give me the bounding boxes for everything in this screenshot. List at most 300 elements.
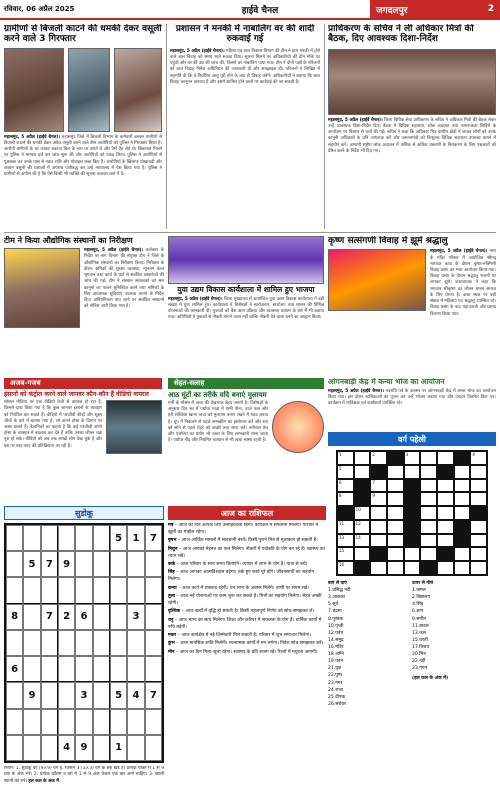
crossword-cell[interactable] (470, 479, 487, 493)
sudoku-cell[interactable]: 2 (58, 604, 75, 630)
crossword-block (404, 492, 421, 506)
horoscope-text: आज नई योजनाओं पर काम शुरू कर सकते हैं। मित्रों का सहयोग मिलेगा। सेहत अच्छी रहेगी। (168, 594, 322, 606)
horoscope-separator: – (173, 617, 179, 623)
crossword-cell[interactable] (437, 534, 454, 548)
crossword-clue: 23.गगन (412, 666, 428, 672)
story-body: महासमुंद, 5 अप्रैल (हाईवे चैनल)। नवरात्रि पर्व के अवसर पर आंगनबाड़ी केंद्र में कन्या भोज का आयोजन किया गया। इस दौरान बालिकाओं का पूजन कर उन्हें भोजन कराया गया और उपहार वितरित किए गए। कार्यक्रम में पर्यवेक्षक एवं कार्यकर्ता उपस्थित रहे। (328, 388, 496, 407)
crossword-cell-number: 14 (355, 534, 361, 540)
workshop-photo (168, 236, 324, 284)
page-number: 2 (487, 4, 494, 14)
news-photo-accused (68, 48, 110, 132)
crossword-cell-number: 5 (339, 465, 342, 471)
story-body: महासमुंद, 5 अप्रैल (हाईवे चैनल)। जिला मुख्यालय में आयोजित युवा उद्यम विकास कार्यशाला में बड़ी संख्या में युवा शामिल हुए। कार्यशाला में विशेषज्ञों ने स्वरोजगार, स्टार्टअप तथा शासन की विभिन्न योजनाओं की जानकारी दी। युवाओं को बैंक ऋण प्रक्रिया और व्यवसाय प्रबंधन के बारे में भी बताया गया। अतिथियों ने युवाओं से नौकरी मांगने वाला नहीं बल्कि नौकरी देने वाला बनने का आह्वान किया। (168, 296, 324, 321)
crossword-block (470, 506, 487, 520)
crossword-cell[interactable] (337, 561, 354, 575)
crossword-cell[interactable] (370, 451, 387, 465)
crossword-block (437, 547, 454, 561)
horoscope-text: आज आर्थिक मामलों में सावधानी बरतें। किसी पुराने मित्र से मुलाकात हो सकती है। (181, 538, 318, 544)
crossword-cell[interactable] (470, 561, 487, 575)
sudoku-cell[interactable] (23, 630, 40, 656)
sudoku-title: सुडोकू (4, 506, 164, 520)
sudoku-cell[interactable]: 4 (127, 682, 144, 708)
crossword-block (437, 465, 454, 479)
horoscope-separator: – (175, 561, 181, 567)
zodiac-sign: धनु (168, 617, 174, 623)
crossword-clue: 17.विजय (412, 644, 430, 650)
section-divider (4, 232, 496, 233)
sudoku-cell[interactable] (58, 630, 75, 656)
sudoku-cell[interactable] (93, 682, 110, 708)
crossword-cell[interactable] (437, 561, 454, 575)
horoscope-text: आज मानसिक शांति मिलेगी। रचनात्मक कार्यों में मन लगेगा। निवेश सोच-समझकर करें। (179, 641, 324, 647)
crossword-clue: 15.धरती (412, 637, 428, 643)
sudoku-cell[interactable] (145, 656, 162, 682)
crossword-cell[interactable] (404, 451, 421, 465)
crossword-across-clues (328, 580, 408, 802)
sudoku-cell[interactable] (110, 604, 127, 630)
sudoku-cell[interactable] (41, 656, 58, 682)
crossword-clue: 1.प्रसिद्ध नदी (328, 588, 351, 594)
horoscope-text: आज आपको मेहनत का फल मिलेगा। नौकरी में पदोन्नति के योग बन रहे हैं। स्वास्थ्य का ध्यान रखें। (168, 546, 325, 559)
crossword-cell-number: 2 (372, 452, 375, 457)
column-divider (324, 24, 325, 229)
down-title: ऊपर से नीचे (412, 581, 434, 586)
sudoku-cell[interactable] (23, 604, 40, 630)
crossword-cell[interactable] (370, 479, 387, 493)
across-title: बाएं से दाएं (328, 581, 347, 586)
zodiac-sign: वृश्चिक (168, 609, 181, 615)
story-body: गर्मी के मौसम में त्वचा की देखभाल बेहद जरूरी है। विशेषज्ञों के अनुसार दिन भर में पर्याप्त मात्रा में पानी पीना, ताजे फल और हरी सब्जियां खाना त्वचा को मुलायम बनाए रखने में मदद करता है। धूप में निकलने से पहले सनस्क्रीन का इस्तेमाल करें और रात को सोने से पहले चेहरे को अच्छी तरह साफ करें। नारियल तेल और एलोवेरा का प्रयोग भी त्वचा के लिए लाभकारी माना जाता है। पर्याप्त नींद और नियमित व्यायाम से भी त्वचा स्वस्थ रहती है। (168, 401, 268, 444)
crossword-note: (हल कल के अंक में) (412, 676, 449, 682)
horoscope-list (168, 523, 326, 801)
crossword-cell[interactable] (337, 479, 354, 493)
story-body: महासमुंद, 5 अप्रैल (हाईवे चैनल)। जिला विधिक सेवा प्राधिकरण के सचिव ने अधिकार मित्रों की बैठक लेकर उन्हें आवश्यक दिशा-निर्देश दिए। बैठक में विधिक सहायता, लोक अदालत तथा जागरूकता शिविरों के आयोजन पर विस्तार से चर्चा की गई। सचिव ने कहा कि अधिकार मित्र ग्रामीण क्षेत्रों में जाकर लोगों को उनके कानूनी अधिकारों के प्रति जागरूक करें और जरूरतमंदों को निःशुल्क विधिक सहायता उपलब्ध कराने में सहयोग करें। आगामी राष्ट्रीय लोक अदालत में अधिक से अधिक प्रकरणों के निराकरण के लिए पक्षकारों को प्रेरित करने के निर्देश भी दिए गए। (328, 117, 496, 154)
crossword-cell[interactable] (454, 479, 471, 493)
crossword-cell[interactable] (404, 547, 421, 561)
crossword-cell-number: 1 (339, 452, 342, 457)
crossword-cell[interactable] (470, 465, 487, 479)
crossword-clue: 22.पुष्प (328, 673, 343, 679)
edition-date: रविवार, 06 अप्रैल 2025 (4, 4, 75, 13)
sudoku-instructions: नियम: 1. सुडोकू को (9×9) वर्ग है, जिसमें 3 (3×3) वर्ग के छह खंड हैं। प्रत्येक पंक्ति में 1 से 9 तक के अंक भरें। 2. प्रत्येक कॉलम व वर्ग में 1 से 9 अंक केवल एक बार आने चाहिए। 3. खाली स्थानों को भरें। हल कल के अंक में (4, 766, 164, 784)
crossword-cell[interactable] (420, 465, 437, 479)
sudoku-cell[interactable]: 9 (23, 682, 40, 708)
sudoku-cell[interactable] (41, 735, 58, 761)
crossword-cell[interactable] (404, 465, 421, 479)
horoscope-item (168, 618, 326, 632)
horoscope-item (168, 538, 326, 545)
crossword-block (454, 534, 471, 548)
sudoku-cell[interactable] (6, 682, 23, 708)
sudoku-cell[interactable] (75, 630, 92, 656)
sudoku-cell[interactable] (75, 551, 92, 577)
paper-name: हाईवे चैनल (241, 5, 279, 16)
crossword-clue: 10.पृथ्वी (328, 623, 344, 629)
crossword-cell-number: 6 (339, 479, 342, 485)
crossword-cell[interactable] (354, 451, 371, 465)
crossword-cell[interactable] (404, 561, 421, 575)
crossword-cell-number: 4 (472, 452, 475, 457)
horoscope-separator: – (176, 632, 182, 638)
crossword-cell[interactable] (387, 465, 404, 479)
crossword-clue: 1.कमल (412, 588, 426, 594)
crossword-cell-number: 16 (339, 562, 345, 568)
crossword-cell[interactable] (370, 492, 387, 506)
horoscope-text: आज कार्य में व्यस्तता रहेगी। धन लाभ के अवसर मिलेंगे। वाणी पर संयम रखें। (181, 585, 309, 591)
sudoku-cell[interactable] (6, 551, 23, 577)
crossword-cell[interactable] (354, 465, 371, 479)
horoscope-title: आज का राशिफल (168, 506, 326, 520)
horoscope-text: आज खर्चों में वृद्धि हो सकती है। किसी महत्वपूर्ण निर्णय को सोच-समझकर लें। (185, 609, 315, 615)
crossword-cell[interactable] (337, 451, 354, 465)
sudoku-cell[interactable] (23, 709, 40, 735)
horoscope-item (168, 562, 326, 569)
sudoku-answer-note: हल कल के अंक में (28, 778, 59, 784)
sudoku-cell[interactable] (58, 525, 75, 551)
crossword-cell-number: 10 (355, 507, 361, 513)
crossword-cell[interactable] (370, 520, 387, 534)
crossword-cell[interactable] (454, 492, 471, 506)
story-kanya-bhoj (328, 378, 496, 428)
crossword-block (454, 520, 471, 534)
crossword-cell[interactable] (387, 561, 404, 575)
sudoku-cell[interactable] (6, 525, 23, 551)
sudoku-cell[interactable] (58, 656, 75, 682)
crossword-cell[interactable] (420, 520, 437, 534)
sudoku-cell[interactable] (93, 630, 110, 656)
story-headline: कृष्ण सत्संगणी विवाह में झूमे श्रद्धालु (328, 236, 448, 246)
sudoku-cell[interactable] (145, 735, 162, 761)
sudoku-cell[interactable] (110, 630, 127, 656)
sudoku-cell[interactable]: 9 (75, 735, 92, 761)
sudoku-cell[interactable] (58, 709, 75, 735)
sudoku-cell[interactable] (110, 656, 127, 682)
crossword-title: वर्ग पहेली (328, 432, 496, 446)
crossword-cell[interactable] (354, 534, 371, 548)
crossword-cell-number: 7 (372, 479, 375, 485)
crossword-cell[interactable] (454, 465, 471, 479)
city-name: जगदलपुर (376, 5, 408, 16)
sudoku-cell[interactable]: 7 (41, 551, 58, 577)
page-header (0, 0, 500, 20)
crossword-block (420, 561, 437, 575)
sudoku-cell[interactable] (41, 709, 58, 735)
crossword-cell[interactable] (354, 547, 371, 561)
horoscope-item (168, 609, 326, 616)
sudoku-cell[interactable] (110, 709, 127, 735)
horoscope-text: आज आपका आत्मविश्वास बढ़ेगा। रुके हुए कार्य पूरे होंगे। जीवनसाथी का सहयोग मिलेगा। (168, 570, 315, 583)
story-headline: प्राधिकरण के सचिव ने ली अधिकार मित्रों की बैठक, दिए आवश्यक दिशा-निर्देश (328, 24, 474, 45)
horoscope-item (168, 650, 326, 657)
sudoku-cell[interactable] (23, 735, 40, 761)
sudoku-cell[interactable]: 5 (23, 551, 40, 577)
crossword-cell[interactable] (337, 492, 354, 506)
horoscope-separator: – (173, 523, 179, 528)
sudoku-cell[interactable]: 7 (145, 525, 162, 551)
crossword-cell[interactable] (387, 547, 404, 561)
crossword-clue: 6.ज्ञान (412, 609, 424, 615)
horoscope-text: आज का दिन आपके लिए उत्साहवर्धक रहेगा। कार्यक्षेत्र में सफलता मिलेगी। परिवार में खुशी का माहौल रहेगा। (168, 523, 319, 535)
crossword-clue: 13.जल (412, 630, 426, 636)
zodiac-sign: मकर (168, 632, 177, 638)
sudoku-cell[interactable]: 6 (6, 656, 23, 682)
crossword-cell[interactable] (370, 506, 387, 520)
crossword-cell-number: 9 (372, 493, 375, 499)
horoscope-separator: – (174, 649, 180, 655)
crossword-cell[interactable] (437, 520, 454, 534)
zodiac-sign: मीन (168, 649, 175, 655)
sudoku-cell[interactable] (110, 577, 127, 603)
crossword-clue: 23.नगर (328, 680, 343, 686)
crossword-block (370, 465, 387, 479)
horoscope-item (168, 586, 326, 593)
crossword-block (404, 520, 421, 534)
crossword-cell[interactable] (420, 547, 437, 561)
crossword-cell[interactable] (420, 451, 437, 465)
story-body: महासमुंद, 5 अप्रैल (हाईवे चैनल)। महिला एवं बाल विकास विभाग की टीम ने ग्राम मनकी में होने वाले बाल विवाह को समय रहते रुकवा दिया। सूचना मिलने पर अधिकारियों की टीम मौके पर पहुंची और वर की उम्र की जांच की, जिसमें वर नाबालिग पाया गया। टीम ने दोनों पक्षों के परिजनों को बाल विवाह निषेध अधिनियम की जानकारी दी और समझाइश दी। परिजनों ने लिखित में सहमति दी कि वे निर्धारित आयु पूरी होने के बाद ही विवाह करेंगे। अधिकारियों ने बताया कि बाल विवाह कानूनन अपराध है और इसमें शामिल होने वालों पर कार्रवाई की जा सकती है। (170, 48, 320, 85)
sudoku-cell[interactable]: 4 (58, 735, 75, 761)
crossword-cell[interactable] (454, 506, 471, 520)
sudoku-cell[interactable]: 3 (127, 604, 144, 630)
crossword-clue: 25.दीपक (328, 694, 346, 700)
sudoku-cell[interactable] (145, 604, 162, 630)
crossword-block (404, 479, 421, 493)
crossword-cell[interactable] (470, 451, 487, 465)
sudoku-cell[interactable] (75, 656, 92, 682)
crossword-cell[interactable] (437, 506, 454, 520)
sudoku-cell[interactable] (75, 577, 92, 603)
horoscope-item (168, 641, 326, 648)
crossword-block (454, 451, 471, 465)
sudoku-cell[interactable] (23, 577, 40, 603)
story-child-marriage-stopped (170, 24, 320, 229)
story-headline: टीम ने किया औद्योगिक संस्थानों का निरीक्षण (4, 236, 133, 245)
zodiac-sign: तुला (168, 594, 175, 600)
sudoku-cell[interactable] (41, 577, 58, 603)
crossword-cell-number: 12 (355, 520, 361, 526)
crossword-cell[interactable] (387, 479, 404, 493)
horoscope-separator: – (174, 594, 181, 600)
devotees-photo (328, 249, 426, 311)
crossword-block (370, 547, 387, 561)
crossword-block (387, 451, 404, 465)
sudoku-cell[interactable]: 1 (127, 525, 144, 551)
sudoku-cell[interactable] (93, 735, 110, 761)
crossword-cell[interactable] (387, 506, 404, 520)
sudoku-cell[interactable] (6, 709, 23, 735)
crossword-clue: 3.आकाश (328, 595, 345, 601)
crossword-block (404, 534, 421, 548)
crossword-cell[interactable] (387, 492, 404, 506)
zodiac-sign: मेष (168, 523, 174, 528)
crossword-cell[interactable] (437, 451, 454, 465)
crossword-down-clues (412, 580, 496, 802)
story-youth-workshop (168, 236, 324, 376)
horoscope-separator: – (174, 570, 180, 576)
sudoku-cell[interactable]: 9 (58, 551, 75, 577)
column-divider (166, 24, 167, 229)
sudoku-cell[interactable] (23, 525, 40, 551)
story-health-advice (168, 378, 324, 502)
crossword-clue: 21.वृक्ष (328, 666, 342, 672)
story-viral-video (4, 378, 162, 502)
sudoku-cell[interactable] (75, 709, 92, 735)
crossword-cell[interactable] (370, 561, 387, 575)
sudoku-cell[interactable] (127, 709, 144, 735)
crossword-cell[interactable] (337, 465, 354, 479)
crossword-clue: 11.बादल (412, 623, 429, 629)
crossword-clue: 4.सिंह (412, 602, 424, 608)
horoscope-text: आज परिवार के साथ समय बिताएंगे। व्यापार में लाभ के योग हैं। यात्रा से बचें। (180, 561, 308, 567)
sudoku-cell[interactable] (110, 551, 127, 577)
sudoku-cell[interactable] (6, 577, 23, 603)
sudoku-cell[interactable] (145, 577, 162, 603)
crossword-grid[interactable] (336, 450, 488, 576)
crossword-cell[interactable] (354, 520, 371, 534)
horoscope-item (168, 570, 326, 584)
zodiac-sign: कर्क (168, 561, 176, 567)
crossword-clue: 22.नदी (412, 659, 426, 665)
sudoku-cell[interactable] (93, 551, 110, 577)
crossword-cell[interactable] (420, 492, 437, 506)
sudoku-cell[interactable] (127, 577, 144, 603)
horoscope-separator: – (180, 609, 186, 615)
story-headline: ग्रामीणों से बिजली काटने की धमकी देकर वसूली करने वाले 3 गिरफ्तार (4, 24, 162, 45)
crossword-clue: 8.पुस्तक (328, 616, 343, 622)
sudoku-cell[interactable] (41, 682, 58, 708)
sudoku-cell[interactable] (6, 735, 23, 761)
crossword-cell[interactable] (420, 506, 437, 520)
crossword-clue: 24.राजा (328, 687, 343, 693)
crossword-cell-number: 3 (405, 452, 409, 457)
crossword-clue: 19.पवन (328, 659, 344, 665)
horoscope-separator: – (174, 641, 180, 647)
sudoku-cell[interactable] (145, 630, 162, 656)
crossword-cell-number: 13 (339, 534, 345, 540)
crossword-cell[interactable] (437, 479, 454, 493)
sudoku-cell[interactable]: 7 (41, 604, 58, 630)
sudoku-cell[interactable] (145, 709, 162, 735)
zodiac-sign: कन्या (168, 585, 177, 591)
crossword-block (354, 479, 371, 493)
crossword-cell-number: 11 (339, 520, 345, 526)
crossword-cell[interactable] (354, 506, 371, 520)
horoscope-text: आज का दिन मिला-जुला रहेगा। स्वास्थ्य के प्रति सजग रहें। रिश्तों में मधुरता आएगी। (179, 649, 318, 655)
crossword-cell[interactable] (470, 492, 487, 506)
sudoku-cell[interactable]: 3 (75, 682, 92, 708)
crossword-block (354, 492, 371, 506)
story-headline: प्रशासन ने मनकी में नाबालिग वर की शादी रुकवाई गई (175, 24, 315, 45)
sudoku-cell[interactable] (75, 525, 92, 551)
sudoku-cell[interactable] (127, 735, 144, 761)
horoscope-item (168, 594, 326, 608)
crossword-cell[interactable] (387, 534, 404, 548)
crossword-cell[interactable] (387, 520, 404, 534)
sudoku-cell[interactable] (93, 604, 110, 630)
crossword-clue: 9.संगीत (412, 616, 426, 622)
sudoku-cell[interactable]: 6 (75, 604, 92, 630)
crossword-block (337, 506, 354, 520)
sudoku-cell[interactable] (23, 656, 40, 682)
sudoku-cell[interactable] (58, 682, 75, 708)
sudoku-cell[interactable] (41, 525, 58, 551)
sudoku-cell[interactable] (93, 525, 110, 551)
crossword-cell[interactable] (337, 520, 354, 534)
story-industrial-inspection (4, 236, 164, 376)
sudoku-cell[interactable] (145, 551, 162, 577)
crossword-block (354, 561, 371, 575)
crossword-cell[interactable] (337, 547, 354, 561)
crossword-clue: 2.विद्यालय (412, 595, 430, 601)
crossword-clue: 18.अग्नि (328, 652, 344, 658)
sudoku-cell[interactable] (127, 551, 144, 577)
zodiac-sign: सिंह (168, 570, 175, 576)
sudoku-cell[interactable] (93, 656, 110, 682)
horoscope-item (168, 523, 326, 537)
story-krishna-wedding (328, 236, 496, 376)
crossword-cell[interactable] (420, 479, 437, 493)
crossword-cell[interactable] (470, 520, 487, 534)
horoscope-text: आज भाग्य का साथ मिलेगा। शिक्षा और करियर में सफलता के योग हैं। धार्मिक कार्यों में रुचि बढ़ेगी। (168, 617, 322, 630)
crossword-cell[interactable] (454, 547, 471, 561)
story-headline: इंसानों को कंट्रोल करने वाले जानवर कौन-कौन हैं वीडियो वायरल (4, 391, 149, 398)
sudoku-cell[interactable] (93, 709, 110, 735)
story-headline: आंगनबाड़ी केंद्र में कन्या भोज का आयोजन (328, 378, 445, 386)
crossword-clue: 20.मित्र (412, 652, 426, 658)
crossword-cell-number: 15 (339, 548, 345, 554)
sudoku-cell[interactable]: 5 (110, 682, 127, 708)
crossword-clue: 5.सूर्य (328, 602, 339, 608)
sudoku-cell[interactable]: 1 (110, 735, 127, 761)
crossword-cell[interactable] (437, 492, 454, 506)
zodiac-sign: वृषभ (168, 538, 177, 544)
sudoku-cell[interactable] (93, 577, 110, 603)
city-label (370, 0, 500, 19)
story-body: सोशल मीडिया पर एक वीडियो तेजी से वायरल हो रहा है, जिसमें दावा किया गया है कि कुछ जानवर इंसानों के व्यवहार को नियंत्रित कर सकते हैं। वीडियो में परजीवी कीड़ों और सूक्ष्म जीवों के बारे में बताया गया है, जो अपने होस्ट के दिमाग पर असर डालते हैं। वैज्ञानिकों का कहना है कि कई परजीवी अपने होस्ट के व्यवहार में बदलाव कर देते हैं ताकि उनका जीवन चक्र पूरा हो सके। वीडियो को अब तक लाखों लोग देख चुके हैं और इस पर तरह-तरह की प्रतिक्रियाएं आ रही हैं। (4, 400, 102, 449)
inspection-photo (4, 248, 80, 328)
crossword-clue: 12.पर्वत (328, 630, 344, 636)
story-authority-meeting (328, 24, 496, 229)
news-photo-accused (4, 48, 64, 132)
crossword-cell[interactable] (370, 534, 387, 548)
sudoku-cell[interactable] (127, 656, 144, 682)
crossword-cell[interactable] (337, 534, 354, 548)
sudoku-cell[interactable]: 7 (145, 682, 162, 708)
horoscope-separator: – (176, 538, 182, 544)
sudoku-cell[interactable] (58, 577, 75, 603)
sudoku-grid[interactable] (4, 523, 164, 763)
sudoku-cell[interactable] (6, 630, 23, 656)
section-banner: अजब-गजब (4, 378, 162, 389)
crossword-block (404, 506, 421, 520)
sudoku-cell[interactable]: 5 (110, 525, 127, 551)
sudoku-cell[interactable]: 8 (6, 604, 23, 630)
crossword-cell[interactable] (470, 547, 487, 561)
crossword-cell-number: 8 (339, 493, 342, 499)
section-banner: सेहत-सलाह (168, 378, 324, 389)
horoscope-text: आज कार्यक्षेत्र में नई जिम्मेदारी मिल सकती है। परिवार में शुभ समाचार मिलेगा। (181, 632, 311, 638)
story-headline: युवा उद्यम विकास कार्यशाला में शामिल हुए भाजपा (177, 285, 315, 294)
crossword-cell[interactable] (470, 534, 487, 548)
crossword-cell[interactable] (454, 561, 471, 575)
sudoku-cell[interactable] (127, 630, 144, 656)
sudoku-cell[interactable] (41, 630, 58, 656)
crossword-cell[interactable] (420, 534, 437, 548)
crossword-clue: 14.समुद्र (328, 637, 344, 643)
crossword-clue: 26.सरोवर (328, 701, 346, 707)
news-photo-accused (114, 48, 162, 132)
story-electricity-extortion (4, 24, 162, 234)
